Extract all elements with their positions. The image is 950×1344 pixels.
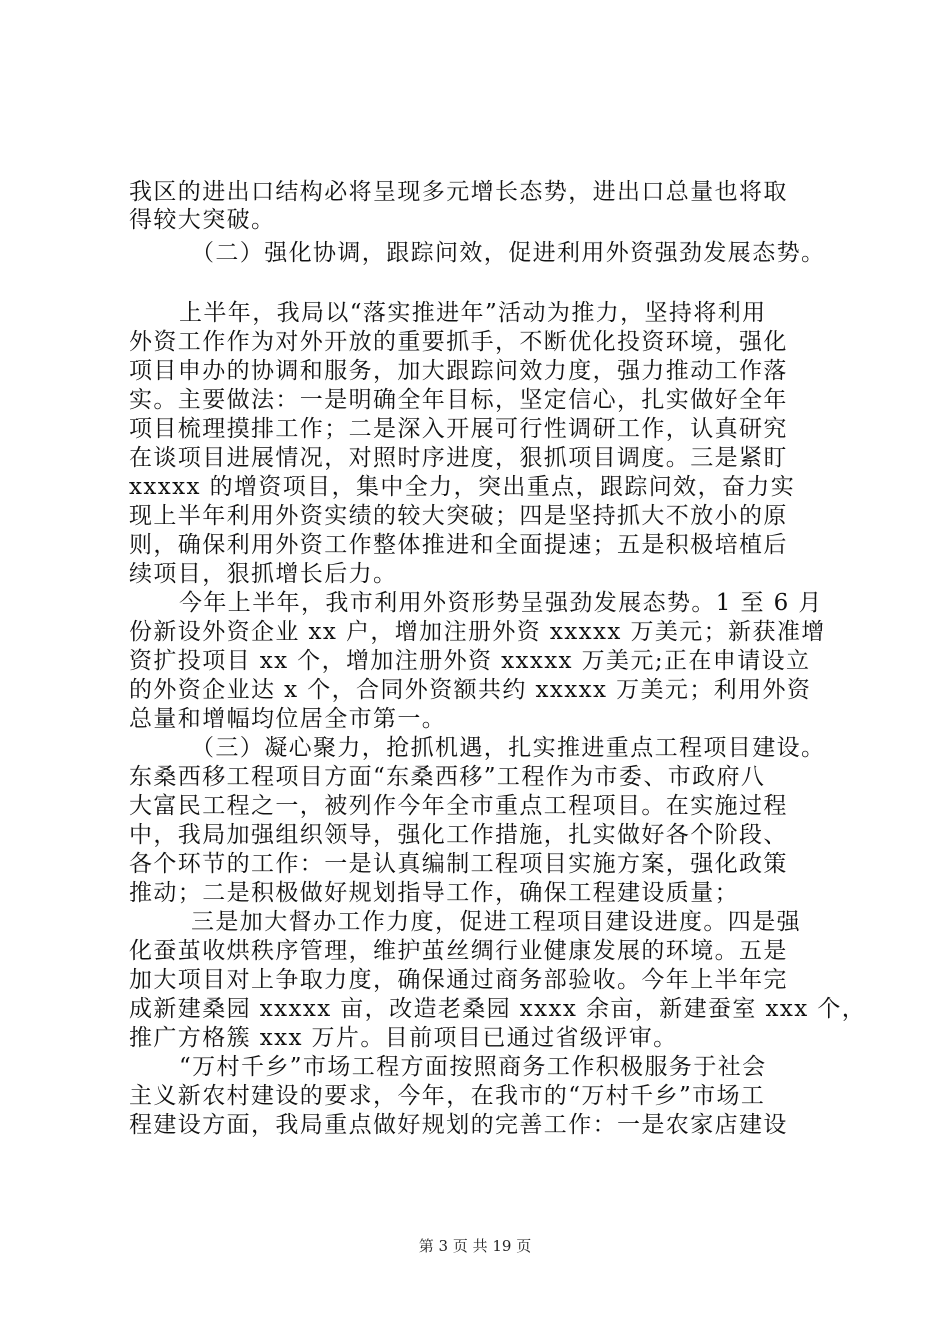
text-line: 在谈项目进展情况，对照时序进度，狠抓项目调度。三是紧盯 [129,445,788,471]
text-line: 化蚕茧收烘秩序管理，维护茧丝绸行业健康发展的环境。五是 [129,938,788,964]
text-line: 总量和增幅均位居全市第一。 [129,706,447,732]
section-heading: （二）强化协调，跟踪问效，促进利用外资强劲发展态势。 [191,240,826,266]
text-line: 今年上半年，我市利用外资形势呈强劲发展态势。1 至 6 月 [179,590,823,616]
text-line: 项目申办的协调和服务，加大跟踪问效力度，强力推动工作落 [129,358,788,384]
text-line: 份新设外资企业 xx 户，增加注册外资 xxxxx 万美元；新获准增 [129,619,826,645]
page-number-footer: 第 3 页 共 19 页 [418,1237,532,1255]
text-line: 各个环节的工作：一是认真编制工程项目实施方案，强化政策 [129,851,788,877]
text-line: 主义新农村建设的要求，今年，在我市的“万村千乡”市场工 [129,1083,766,1109]
text-line: 续项目，狠抓增长后力。 [129,561,398,587]
text-line: 得较大突破。 [129,207,276,233]
text-line: 程建设方面，我局重点做好规划的完善工作：一是农家店建设 [129,1112,788,1138]
text-line: 实。主要做法：一是明确全年目标，坚定信心，扎实做好全年 [129,387,788,413]
text-line: “万村千乡”市场工程方面按照商务工作积极服务于社会 [179,1054,767,1080]
text-line: 东桑西移工程项目方面“东桑西移”工程作为市委、市政府八 [129,764,766,790]
text-line: 加大项目对上争取力度，确保通过商务部验收。今年上半年完 [129,967,788,993]
text-line: 推广方格簇 xxx 万片。目前项目已通过省级评审。 [129,1025,678,1051]
text-line: 成新建桑园 xxxxx 亩，改造老桑园 xxxx 余亩，新建蚕室 xxx 个， [129,996,867,1022]
text-line: 现上半年利用外资实绩的较大突破；四是坚持抓大不放小的原 [129,503,788,529]
text-line: 推动；二是积极做好规划指导工作，确保工程建设质量； [129,880,739,906]
text-line: 三是加大督办工作力度，促进工程项目建设进度。四是强 [191,909,801,935]
text-line: 上半年，我局以“落实推进年”活动为推力，坚持将利用 [179,300,767,326]
section-heading: （三）凝心聚力，抢抓机遇，扎实推进重点工程项目建设。 [191,735,826,761]
text-line: 大富民工程之一，被列作今年全市重点工程项目。在实施过程 [129,793,788,819]
text-line: 则，确保利用外资工作整体推进和全面提速；五是积极培植后 [129,532,788,558]
text-line: 项目梳理摸排工作；二是深入开展可行性调研工作，认真研究 [129,416,788,442]
text-line: xxxxx 的增资项目，集中全力，突出重点，跟踪问效，奋力实 [129,474,796,500]
text-line: 资扩投项目 xx 个，增加注册外资 xxxxx 万美元;正在申请设立 [129,648,811,674]
text-line: 外资工作作为对外开放的重要抓手，不断优化投资环境，强化 [129,329,788,355]
text-line: 我区的进出口结构必将呈现多元增长态势，进出口总量也将取 [129,179,788,205]
text-line: 的外资企业达 x 个，合同外资额共约 xxxxx 万美元；利用外资 [129,677,812,703]
text-line: 中，我局加强组织领导，强化工作措施，扎实做好各个阶段、 [129,822,788,848]
